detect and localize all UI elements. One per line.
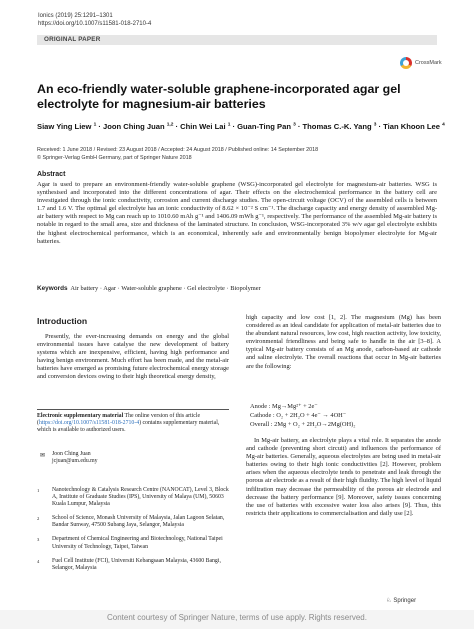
equation-overall: Overall : 2Mg + O₂ + 2H₂O→2Mg(OH)₂ [250,420,356,428]
footer-notice: Content courtesy of Springer Nature, terms of use apply. Rights reserved. [107,613,367,622]
paper-type-label: ORIGINAL PAPER [44,36,101,43]
affiliation: 2 School of Science, Monash University of Malaysia, Jalan Lagoon Selatan, Bandar Sunway, 47500 Subang Jaya, Selangor, Malaysia [37,515,225,529]
right-column-paragraph-2 [246,437,441,518]
esm-note: Electronic supplementary material The online version of this article (https://doi.org/10.1007/s11581-018-2710-4) contains supplementary material, which is available to authorized users. [37,413,220,434]
abstract-text: Agar is used to prepare an environment-friendly water-soluble graphene (WSG)-incorporated gel electrolyte for magnesium-air batteries. WSG is synthesised and incorporated into the different concentrations of agar. Their effects on the electrochemical performance in the battery cell are investigated through the ionic conductivity, corrosion and current discharge studies. The open-circuit voltage (OCV) of the assembled cells is between 1.7 and 1.6 V. The optimal gel electrolyte has an ionic conductivity of 8.62 × 10⁻² S cm⁻¹. The discharge capacity and energy density of assembled Mg-air battery with respect to Mg can reach up to 1010.60 mAh g⁻¹ and 1406.09 mWh g⁻¹, respectively. The performance of the assembled Mg-air battery is notable in regard to the small area, size and thickness of the laminated structure. In conclusion, WSG-incorporated 3% w/v agar gel electrolyte exhibits the highest electrochemical performance, which is an economical, inherently safe and environmentally benign biopolymer electrolyte for Mg-air batteries. [37,181,437,245]
affiliations [37,487,229,579]
esm-link[interactable]: https://doi.org/10.1007/s11581-018-2710-4 [38,420,140,427]
author[interactable]: Tian Khoon Lee $^4$ [383,122,445,131]
author[interactable]: Chin Wei Lai $^1$ [180,122,231,131]
author[interactable]: Joon Ching Juan $^{1,2}$ [102,122,174,131]
publication-dates [37,146,318,162]
equation-anode: Anode : Mg→Mg²⁺ + 2e⁻ [250,403,318,410]
footnote-divider [37,409,229,410]
doi-link[interactable]: https://doi.org/10.1007/s11581-018-2710-4 [38,21,152,27]
journal-citation [38,12,151,28]
crossmark-badge[interactable] [400,57,442,69]
affiliation: 3 Department of Chemical Engineering and Biotechnology, National Taipei University of Technology, Taipei, Taiwan [37,536,223,550]
affiliation: 1 Nanotechnology & Catalysis Research Centre (NANOCAT), Level 3, Block A, Institute of Graduate Studies (IPS), University of Malaya (UM), 50603 Kuala Lumpur, Malaysia [37,487,229,508]
keywords-list: Air battery · Agar · Water-soluble graphene · Gel electrolyte · Biopolymer [70,285,261,292]
body-paragraph: high capacity and low cost [1, 2]. The magnesium (Mg) has been considered as an ideal candidate for application of metal-air batteries due to the abundant natural resources, low cost, high reaction activity, low toxicity, environmental friendliness and being safe to handle in the air [3–8]. A typical Mg-air battery consists of an Mg anode, carbon-based air cathode and saline electrolyte. The overall reactions that occur in Mg-air batteries are the following: [246,314,441,370]
paper-title: An eco-friendly water-soluble graphene-incorporated agar gel electrolyte for magnesium-air batteries [37,82,401,111]
corresponding-email[interactable]: jcjuan@um.edu.my [52,458,98,465]
crossmark-icon [400,57,412,69]
corresponding-author: Joon Ching Juan [52,451,91,457]
affiliation: 4 Fuel Cell Institute (FCI), Universiti Kebangsaan Malaysia, 43600 Bangi, Selangor, Malaysia [37,557,221,571]
copyright-line: © Springer-Verlag GmbH Germany, part of Springer Nature 2018 [37,155,192,161]
correspondence [52,451,98,465]
esm-label: Electronic supplementary material [37,413,124,419]
author-list: Siaw Ying Liew $^1$ · Joon Ching Juan $^{1,2}$ · Chin Wei Lai $^1$ · Guan-Ting Pan $^3$ · Thomas C.-K. Yang $^3$ · Tian Khoon Lee $^4$ [37,122,445,131]
author[interactable]: Siaw Ying Liew $^1$ [37,122,97,131]
abstract-heading: Abstract [37,171,66,178]
right-column-paragraph-1 [246,314,441,371]
intro-left-column [37,333,229,382]
crossmark-label: CrossMark [415,60,442,66]
springer-horse-icon: ♘ [386,598,392,604]
body-paragraph: In Mg-air battery, an electrolyte plays a vital role. It separates the anode and cathode (preventing short circuit) and influences the performance of Mg-air batteries. Generally, aqueous electrolytes are being used in metal-air batteries owing to their high ionic conductivities [2]. However, problem arises when the aqueous electrolyte tends to penetrate and leak through the porous air electrode as a result of their high fluidity. The high level of liquid infiltration may decrease the permeability of the porous air electrode and decrease the battery performance [9]. Moreover, safety issues concerning the use of batteries with excessive water loss also arises [9]. Thus, this restricts their applications to commercialisation and daily use [2]. [246,437,441,517]
keywords [37,285,437,292]
section-heading-introduction: Introduction [37,316,88,326]
dates-line: Received: 1 June 2018 / Revised: 23 August 2018 / Accepted: 24 August 2018 / Published online: 14 September 2018 [37,147,319,153]
reaction-equations [250,403,356,430]
abstract-body [37,181,437,246]
springer-logo: ♘ Springer [386,597,417,604]
intro-paragraph: Presently, the ever-increasing demands on energy and the global environmental issues have catalyse the new development of battery systems which are inexpensive, efficient, having high performance and having benign environment. Much effort has been made, and the metal-air batteries have emerged as promising future electrochemical energy storage and conversion devices owing to their high theoretical energy density, [37,333,229,381]
keywords-label: Keywords [37,285,68,292]
envelope-icon: ✉ [40,453,46,459]
journal-line: Ionics (2019) 25:1291–1301 [38,13,113,19]
equation-cathode: Cathode : O₂ + 2H₂O + 4e⁻ → 4OH⁻ [250,411,347,419]
author[interactable]: Thomas C.-K. Yang $^3$ [302,122,377,131]
author[interactable]: Guan-Ting Pan $^3$ [237,122,296,131]
